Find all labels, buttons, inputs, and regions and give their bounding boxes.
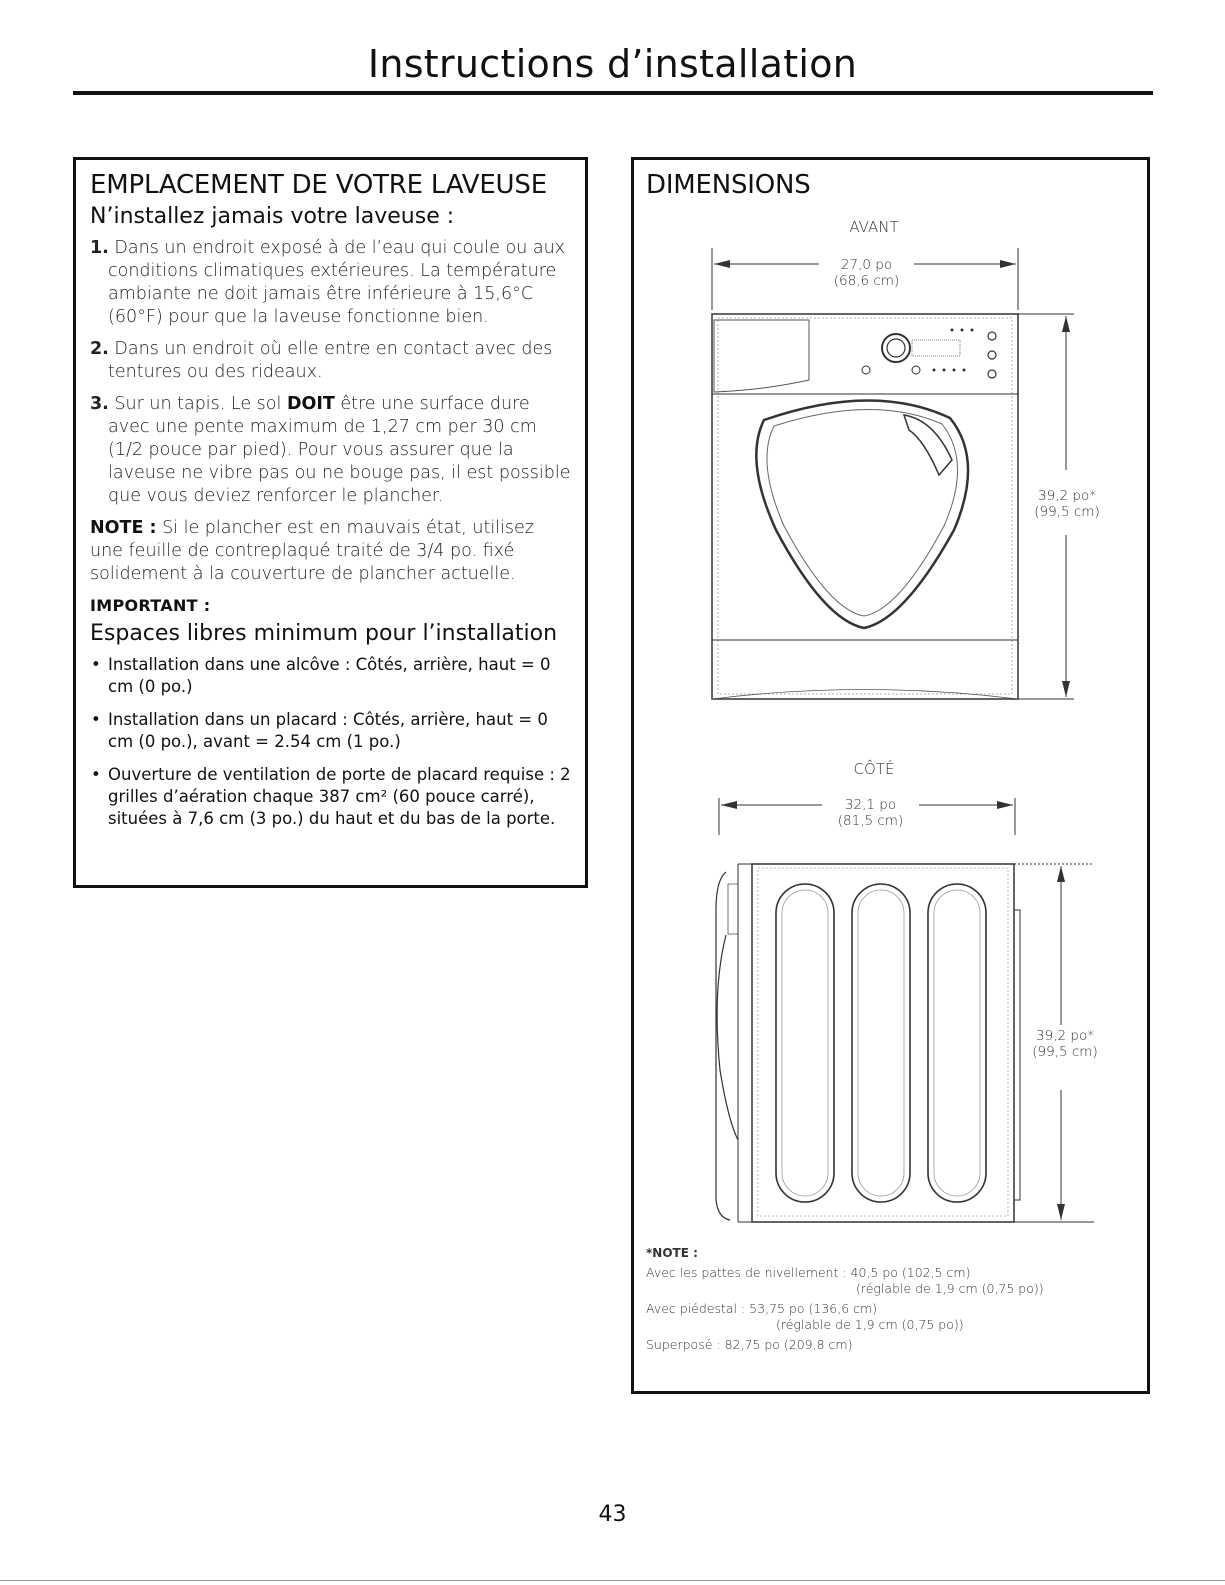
item-text: Dans un endroit où elle entre en contact avec des tentures ou des rideaux. <box>108 339 553 382</box>
dim-imperial: 39,2 po* <box>1036 1028 1094 1044</box>
front-view-label: AVANT <box>849 218 899 236</box>
side-height-label <box>1030 1028 1100 1060</box>
note-label: *NOTE : <box>646 1246 698 1260</box>
item-emphasis: DOIT <box>286 394 335 414</box>
clearance-list <box>90 654 571 830</box>
list-item <box>90 393 571 508</box>
note-line: (réglable de 1,9 cm (0,75 po)) <box>856 1281 1044 1296</box>
front-width-dimension <box>634 160 1153 320</box>
dim-metric: (68,6 cm) <box>833 273 900 289</box>
item-number: 2. <box>90 339 109 359</box>
dim-metric: (99,5 cm) <box>1034 504 1100 520</box>
clearance-heading: Espaces libres minimum pour l’installation <box>90 621 558 646</box>
note-line: Avec les pattes de nivellement : 40,5 po (102,5 cm) <box>646 1265 971 1280</box>
item-text: Dans un endroit exposé à de l’eau qui coule ou aux conditions climatiques extérieures. La température ambiante ne doit jamais être inférieure à 15,6°C (60°F) pour que la laveuse fonctionne bien. <box>108 238 566 327</box>
title-rule <box>73 91 1153 95</box>
list-item: • Installation dans une alcôve : Côtés, arrière, haut = 0 cm (0 po.) <box>90 654 571 698</box>
never-install-list <box>90 237 571 508</box>
front-height-label <box>1032 488 1102 520</box>
dim-metric: (99,5 cm) <box>1032 1044 1098 1060</box>
note-text: Si le plancher est en mauvais état, utilisez une feuille de contreplaqué traité de 3/4 po. fixé solidement à la couverture de plancher actuelle. <box>90 518 534 584</box>
bottom-rule <box>0 1580 1225 1581</box>
dim-imperial: 27,0 po <box>840 257 893 273</box>
front-width-label <box>819 257 914 289</box>
dimensions-section <box>631 157 1150 1394</box>
note-label: NOTE : <box>90 518 157 538</box>
location-body <box>90 237 571 586</box>
page-number: 43 <box>598 1502 627 1527</box>
note-line: Superposé : 82,75 po (209,8 cm) <box>646 1337 853 1352</box>
dim-metric: (81,5 cm) <box>837 813 904 829</box>
note-line: Avec piédestal : 53,75 po (136,6 cm) <box>646 1301 878 1316</box>
location-section <box>73 157 588 888</box>
list-item <box>90 237 571 329</box>
list-item: • Installation dans un placard : Côtés, arrière, haut = 0 cm (0 po.), avant = 2.54 cm (1 po.) <box>90 709 571 753</box>
location-heading: EMPLACEMENT DE VOTRE LAVEUSE <box>90 170 547 200</box>
item-text: être une surface dure avec une pente maximum de 1,27 cm per 30 cm (1/2 pouce par pied). Pour vous assurer que la laveuse ne vibre pas ou ne bouge pas, il est possible que vous deviez renforcer le plancher. <box>108 394 571 506</box>
page-title: Instructions d’installation <box>367 42 858 86</box>
item-number: 1. <box>90 238 109 258</box>
list-item: • Ouverture de ventilation de porte de placard requise : 2 grilles d’aération chaque 387 cm² (60 pouce carré), situées à 7,6 cm (3 po.) du haut et du bas de la porte. <box>90 764 571 830</box>
list-item <box>90 338 571 384</box>
dim-imperial: 32,1 po <box>844 797 897 813</box>
dim-imperial: 39,2 po* <box>1038 488 1096 504</box>
note-line: (réglable de 1,9 cm (0,75 po)) <box>776 1317 964 1332</box>
item-text: Sur un tapis. Le sol <box>114 394 287 414</box>
item-number: 3. <box>90 394 109 414</box>
important-label: IMPORTANT : <box>90 596 211 615</box>
side-view-label: CÔTÉ <box>853 760 895 778</box>
dimensions-notes <box>646 1245 1044 1353</box>
never-install-subheading: N’installez jamais votre laveuse : <box>90 204 455 229</box>
floor-note <box>90 517 571 586</box>
dimensions-heading: DIMENSIONS <box>646 170 811 200</box>
side-width-label <box>822 797 919 829</box>
